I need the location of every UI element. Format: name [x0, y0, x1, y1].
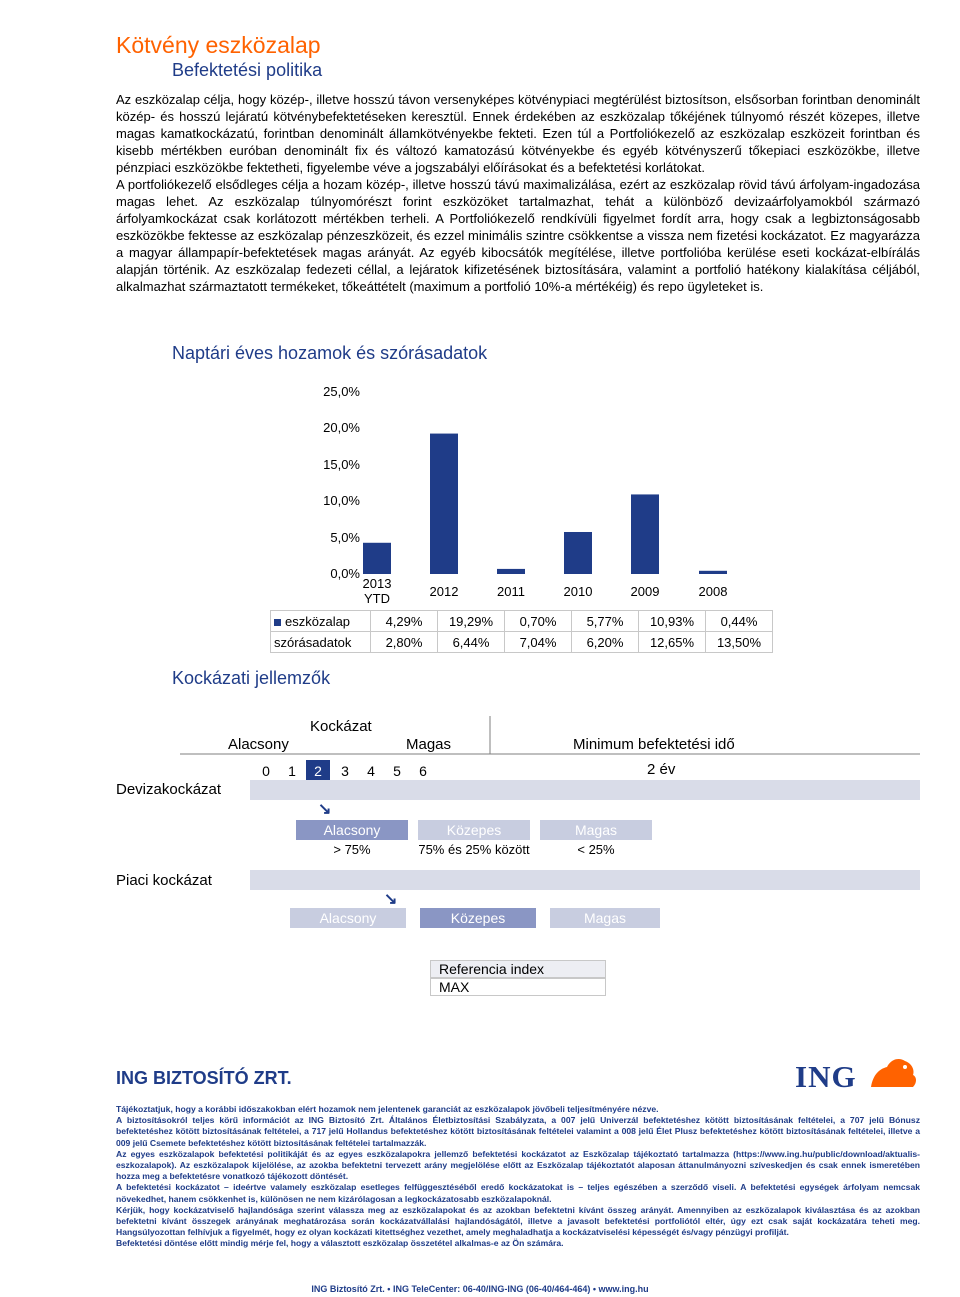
intro-paragraph-1: Az eszközalap célja, hogy közép-, illetve hosszú távon versenyképes kötvénypiaci megtérülést biztosítson, elsősorban forintban denominált közép- és hosszú lejáratú kötvénybefektetéseken keresztül. Ennek érdekében az eszközalap tőkéjének túlnyomó részét közepes, illetve magas kamatkockázatú, forintban denominált államkötvényekbe fekteti. Ezen túl a Portfoliókezelő az eszközalap eszközeit forintban és kisebb mértékben euróban denominált fix és változó kamatozású kötvényekbe és egyéb kötvényszerű tőkepiaci eszközökbe, illetve pénzpiaci eszközökbe fektetheti, figyelembe véve a jogszabályi előírásokat és a befektetési korlátokat. — [116, 92, 920, 175]
table-cell: 2,80% — [371, 632, 438, 653]
reference-label: Referencia index — [430, 960, 606, 978]
y-tick-label: 15,0% — [323, 456, 360, 472]
x-category-label — [680, 584, 746, 599]
legend-swatch — [274, 619, 281, 626]
lion-icon — [867, 1055, 919, 1089]
deviza-level-kozepes: Közepes — [418, 820, 530, 840]
risk-scale-3: 3 — [341, 763, 349, 779]
x-category-label — [344, 576, 410, 606]
min-ido-value: 2 év — [647, 761, 676, 778]
disclaimer-paragraph: Az egyes eszközalapok befektetési politikáját és az egyes eszközalapokra jellemző befektetési kockázatot az Eszközalap tájékoztató tartalmazza (https://www.ing.hu/public/download/aktualis-eszkozalapok). Az eszközalapok kijelölése, az azokba befektetni tervezett arány megjelölése előtt az Eszközalap tájékoztatót alaposan áttanulmányozni szíveskedjen és csak ennek ismeretében hozza meg a befektetésre vonatkozó tájékozott döntését. — [116, 1148, 920, 1182]
intro-text — [116, 91, 920, 295]
disclaimer-paragraph: A biztosításokról teljes körű információt az ING Biztosító Zrt. Általános Életbiztosítási Szabályzata, a 007 jelű Univerzál befektetéshez kötött biztosításának feltételei, a 707 jelű Bónusz befektetéshez kötött biztosításának feltételei, a 717 jelű Hollandus befektetéshez kötött biztosításának feltételei valamint a 008 jelű Élet Plusz befektetéshez kötött biztosításának feltételei, illetve a 009 jelű Csemete befektetéshez kötött biztosításának feltételei tartalmazzák. — [116, 1115, 920, 1148]
risk-scale-6: 6 — [419, 763, 427, 779]
table-cell: 10,93% — [639, 611, 706, 632]
bar-5 — [699, 571, 727, 574]
x-category-label — [545, 584, 611, 599]
risk-header-alacsony: Alacsony — [228, 736, 289, 753]
risk-header-lines — [180, 716, 920, 756]
x-category-line: 2009 — [630, 584, 660, 599]
row-header-label: szórásadatok — [274, 634, 352, 650]
ing-logo — [795, 1055, 920, 1094]
bar-1 — [430, 434, 458, 574]
table-cell: 5,77% — [572, 611, 639, 632]
deviza-range-3: < 25% — [577, 842, 615, 857]
table-cell: 6,44% — [438, 632, 505, 653]
table-cell: 13,50% — [706, 632, 773, 653]
disclaimer-paragraph: Befektetési döntése előtt mindig mérje fel, hogy a választott eszközalap összetétel alkalmas-e az Ön számára. — [116, 1238, 564, 1249]
x-category-label — [478, 584, 544, 599]
arrow-down-right-icon: ↘ — [318, 801, 332, 818]
piaci-scale-bar — [250, 870, 920, 890]
table-row — [271, 611, 773, 632]
page-title: Kötvény eszközalap — [116, 32, 321, 58]
piaci-label: Piaci kockázat — [116, 872, 212, 889]
x-category-line: 2013 — [362, 576, 392, 591]
x-category-label — [411, 584, 477, 599]
deviza-level-magas: Magas — [540, 820, 652, 840]
footer-contact: ING Biztosító Zrt. • ING TeleCenter: 06-40/ING-ING (06-40/464-464) • www.ing.hu — [311, 1284, 649, 1294]
x-category-line: 2010 — [563, 584, 593, 599]
table-cell: 7,04% — [505, 632, 572, 653]
company-name: ING BIZTOSÍTÓ ZRT. — [116, 1068, 292, 1088]
table-cell: 4,29% — [371, 611, 438, 632]
intro-paragraph-2: A portfoliókezelő elsődleges célja a hozam közép-, illetve hosszú távú maximalizálása, ezért az eszközalap rövid távú árfolyam-ingadozása magas lehet. Az eszközalap túlnyomórészt forint eszközöket tartalmazhat, tehát a különböző devizaárfolyamokból származó árfolyamkockázat csak korlátozott mértékben terheli. A Portfoliókezelő rendkívüli figyelmet fordít arra, hogy csak a legbiztonságosabb eszközökbe fektesse az eszközalap pénzeszközeit, és ezzel minimális szintre csökkentse a vissza nem fizetési kockázatot. Ez magyarázza a magyar állampapír-befektetések magas arányát. Az egyéb kibocsátók megítélése, illetve portfolióba kerülése eseti kockázat-elbírálás alapján történik. Az eszközalap fedezeti céllal, a lejáratok kifizetésének biztosítására, valamint a portfolió hatékony kialakítása céljából, alkalmazhat származtatott termékeket, tőkeáttételt (maximum a portfolió 10%-a mértékéig) és repo ügyleteket is. — [116, 177, 920, 294]
deviza-level-alacsony: Alacsony — [296, 820, 408, 840]
deviza-scale-bar — [250, 780, 920, 800]
risk-scale-0: 0 — [262, 763, 270, 779]
chart-section-title: Naptári éves hozamok és szórásadatok — [172, 343, 488, 363]
disclaimer-paragraph: Kérjük, hogy kockázatviselő hajlandósága szerint válassza meg az eszközalapokat és az azokban befektetni kívánt összeg arányát. Amennyiben az eszközalapok kiválasztása és az azokban befektetni kívánt összegek arányának meghatározása során kockázatvállalási hajlandóságától, illetve a javasolt befektetési portfoliótól eltér, úgy ezt csak saját kockázatára teheti meg. Hangsúlyozottan felhívjuk a figyelmét, hogy ez olyan kockázati kitettséghez vezethet, amely meghaladhatja a kockázatviselési képességét és/vagy pénzügyi profilját. — [116, 1204, 920, 1238]
row-header-label: eszközalap — [285, 613, 351, 629]
bar-4 — [631, 494, 659, 574]
y-tick-label: 20,0% — [323, 420, 360, 436]
x-category-line: YTD — [364, 591, 390, 606]
risk-scale-4: 4 — [367, 763, 375, 779]
table-cell: 0,44% — [706, 611, 773, 632]
risk-scale-1: 1 — [288, 763, 296, 779]
x-category-line: 2008 — [698, 584, 728, 599]
table-cell: 6,20% — [572, 632, 639, 653]
risk-header-min-ido: Minimum befektetési idő — [573, 736, 735, 753]
x-category-line: 2012 — [429, 584, 459, 599]
disclaimer-paragraph: A befektetési kockázatot – ideértve valamely eszközalap esetleges felfüggesztéséből eredő kockázatokat is – teljes egészében a szerződő viseli. A befektetési egységek árfolyam nemcsak növekedhet, hanem csökkenhet is, különösen ne nem kizárólagosan a legkockázatosabb eszközalapoknál. — [116, 1182, 920, 1204]
piaci-level-alacsony: Alacsony — [290, 908, 406, 928]
bar-3 — [564, 532, 592, 574]
table-cell: 19,29% — [438, 611, 505, 632]
x-category-label — [612, 584, 678, 599]
risk-header-kockazat: Kockázat — [310, 718, 372, 735]
table-cell: 12,65% — [639, 632, 706, 653]
bar-2 — [497, 569, 525, 574]
page-subtitle: Befektetési politika — [172, 60, 323, 80]
y-tick-label: 25,0% — [323, 384, 360, 399]
y-tick-label: 10,0% — [323, 493, 360, 509]
y-tick-label: 0,0% — [330, 566, 360, 581]
risk-section-title: Kockázati jellemzők — [172, 668, 331, 688]
table-row — [271, 632, 773, 653]
deviza-label: Devizakockázat — [116, 781, 222, 798]
risk-header-magas: Magas — [406, 736, 452, 753]
disclaimer — [116, 1104, 920, 1250]
deviza-range-2: 75% és 25% között — [418, 842, 530, 857]
deviza-range-1: > 75% — [333, 842, 371, 857]
reference-value: MAX — [430, 978, 606, 996]
disclaimer-paragraph: Tájékoztatjuk, hogy a korábbi időszakokban elért hozamok nem jelentenek garanciát az eszközalapok jövőbeli teljesítményére nézve. — [116, 1104, 659, 1114]
x-category-line: 2011 — [497, 584, 525, 599]
y-tick-label: 5,0% — [330, 529, 360, 545]
arrow-down-right-icon: ↘ — [384, 891, 398, 908]
bar-0 — [363, 543, 391, 574]
row-header — [271, 632, 371, 653]
returns-table — [270, 610, 773, 653]
row-header — [271, 611, 371, 632]
reference-box — [430, 960, 606, 996]
logo-text: ING — [795, 1059, 857, 1094]
table-cell: 0,70% — [505, 611, 572, 632]
risk-scale-5: 5 — [393, 763, 401, 779]
piaci-level-magas: Magas — [550, 908, 660, 928]
piaci-level-kozepes: Közepes — [420, 908, 536, 928]
risk-scale-2: 2 — [306, 760, 330, 782]
